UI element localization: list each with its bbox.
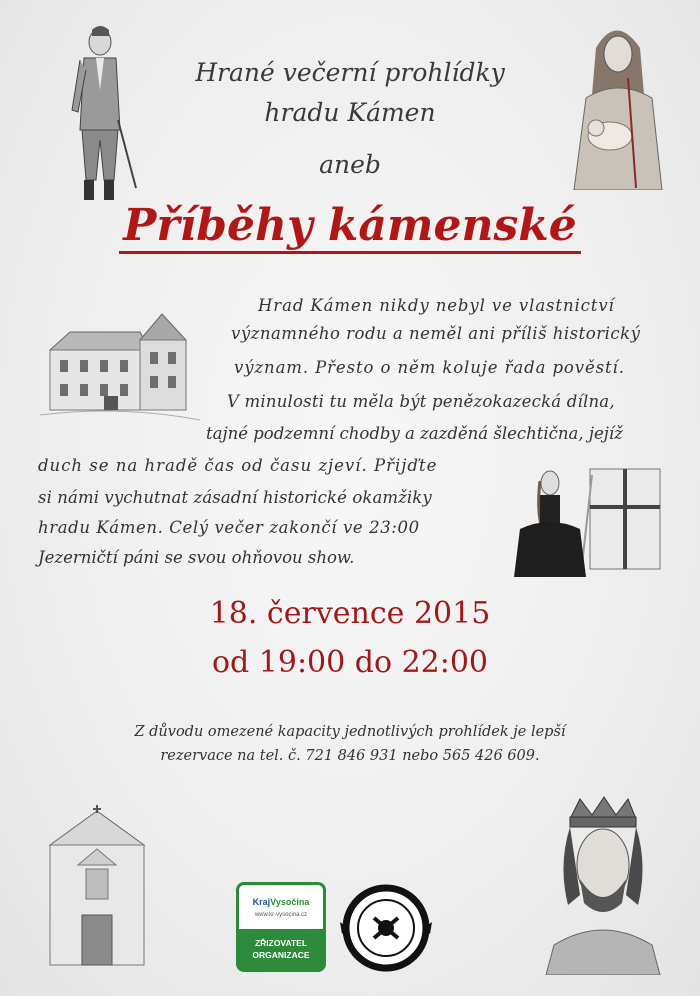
main-title-text: Příběhy kámenské (119, 200, 580, 254)
event-date: 18. července 2015 (209, 596, 491, 631)
body-line: Hrad Kámen nikdy nebyl ve vlastnictví (258, 296, 615, 315)
body-line: Jezerničtí páni se svou ohňovou show. (38, 548, 355, 567)
kraj-role-line-1: ZŘIZOVATEL (254, 938, 308, 948)
castle-building-illustration (40, 310, 200, 430)
body-line: tajné podzemní chodby a zazděná šlechtična, jejíž (206, 424, 623, 443)
kraj-role (239, 929, 323, 969)
subtitle-line-2: hradu Kámen (264, 98, 436, 127)
subtitle-connector: aneb (319, 150, 381, 179)
kraj-region: Vysočina (270, 897, 310, 907)
body-line: duch se na hradě čas od času zjeví. Přijďte (38, 456, 438, 475)
lady-at-window-illustration (500, 455, 670, 585)
king-portrait-illustration (540, 795, 680, 975)
kraj-vysocina-logo (236, 882, 326, 972)
reservation-note-line-2: rezervace na tel. č. 721 846 931 nebo 565 426 609. (160, 748, 540, 764)
body-line: si námi vychutnat zásadní historické okamžiky (38, 488, 432, 507)
museum-emblem-logo (338, 882, 434, 974)
body-line: hradu Kámen. Celý večer zakončí ve 23:00 (38, 518, 420, 537)
subtitle-line-1: Hrané večerní prohlídky (195, 58, 505, 87)
reservation-note-line-1: Z důvodu omezené kapacity jednotlivých prohlídek je lepší (134, 724, 566, 740)
kraj-role-line-2: ORGANIZACE (252, 950, 310, 960)
event-time: od 19:00 do 22:00 (211, 645, 489, 680)
kraj-url: www.kr-vysocina.cz (254, 912, 308, 918)
kraj-prefix: Kraj (252, 897, 271, 907)
main-title (0, 200, 700, 251)
kraj-name (239, 897, 323, 907)
body-line: V minulosti tu měla být penězokazecká dílna, (227, 392, 615, 411)
body-line: významného rodu a neměl ani příliš historický (231, 324, 641, 343)
body-line: význam. Přesto o něm koluje řada pověstí. (234, 358, 625, 377)
church-illustration (30, 805, 165, 970)
